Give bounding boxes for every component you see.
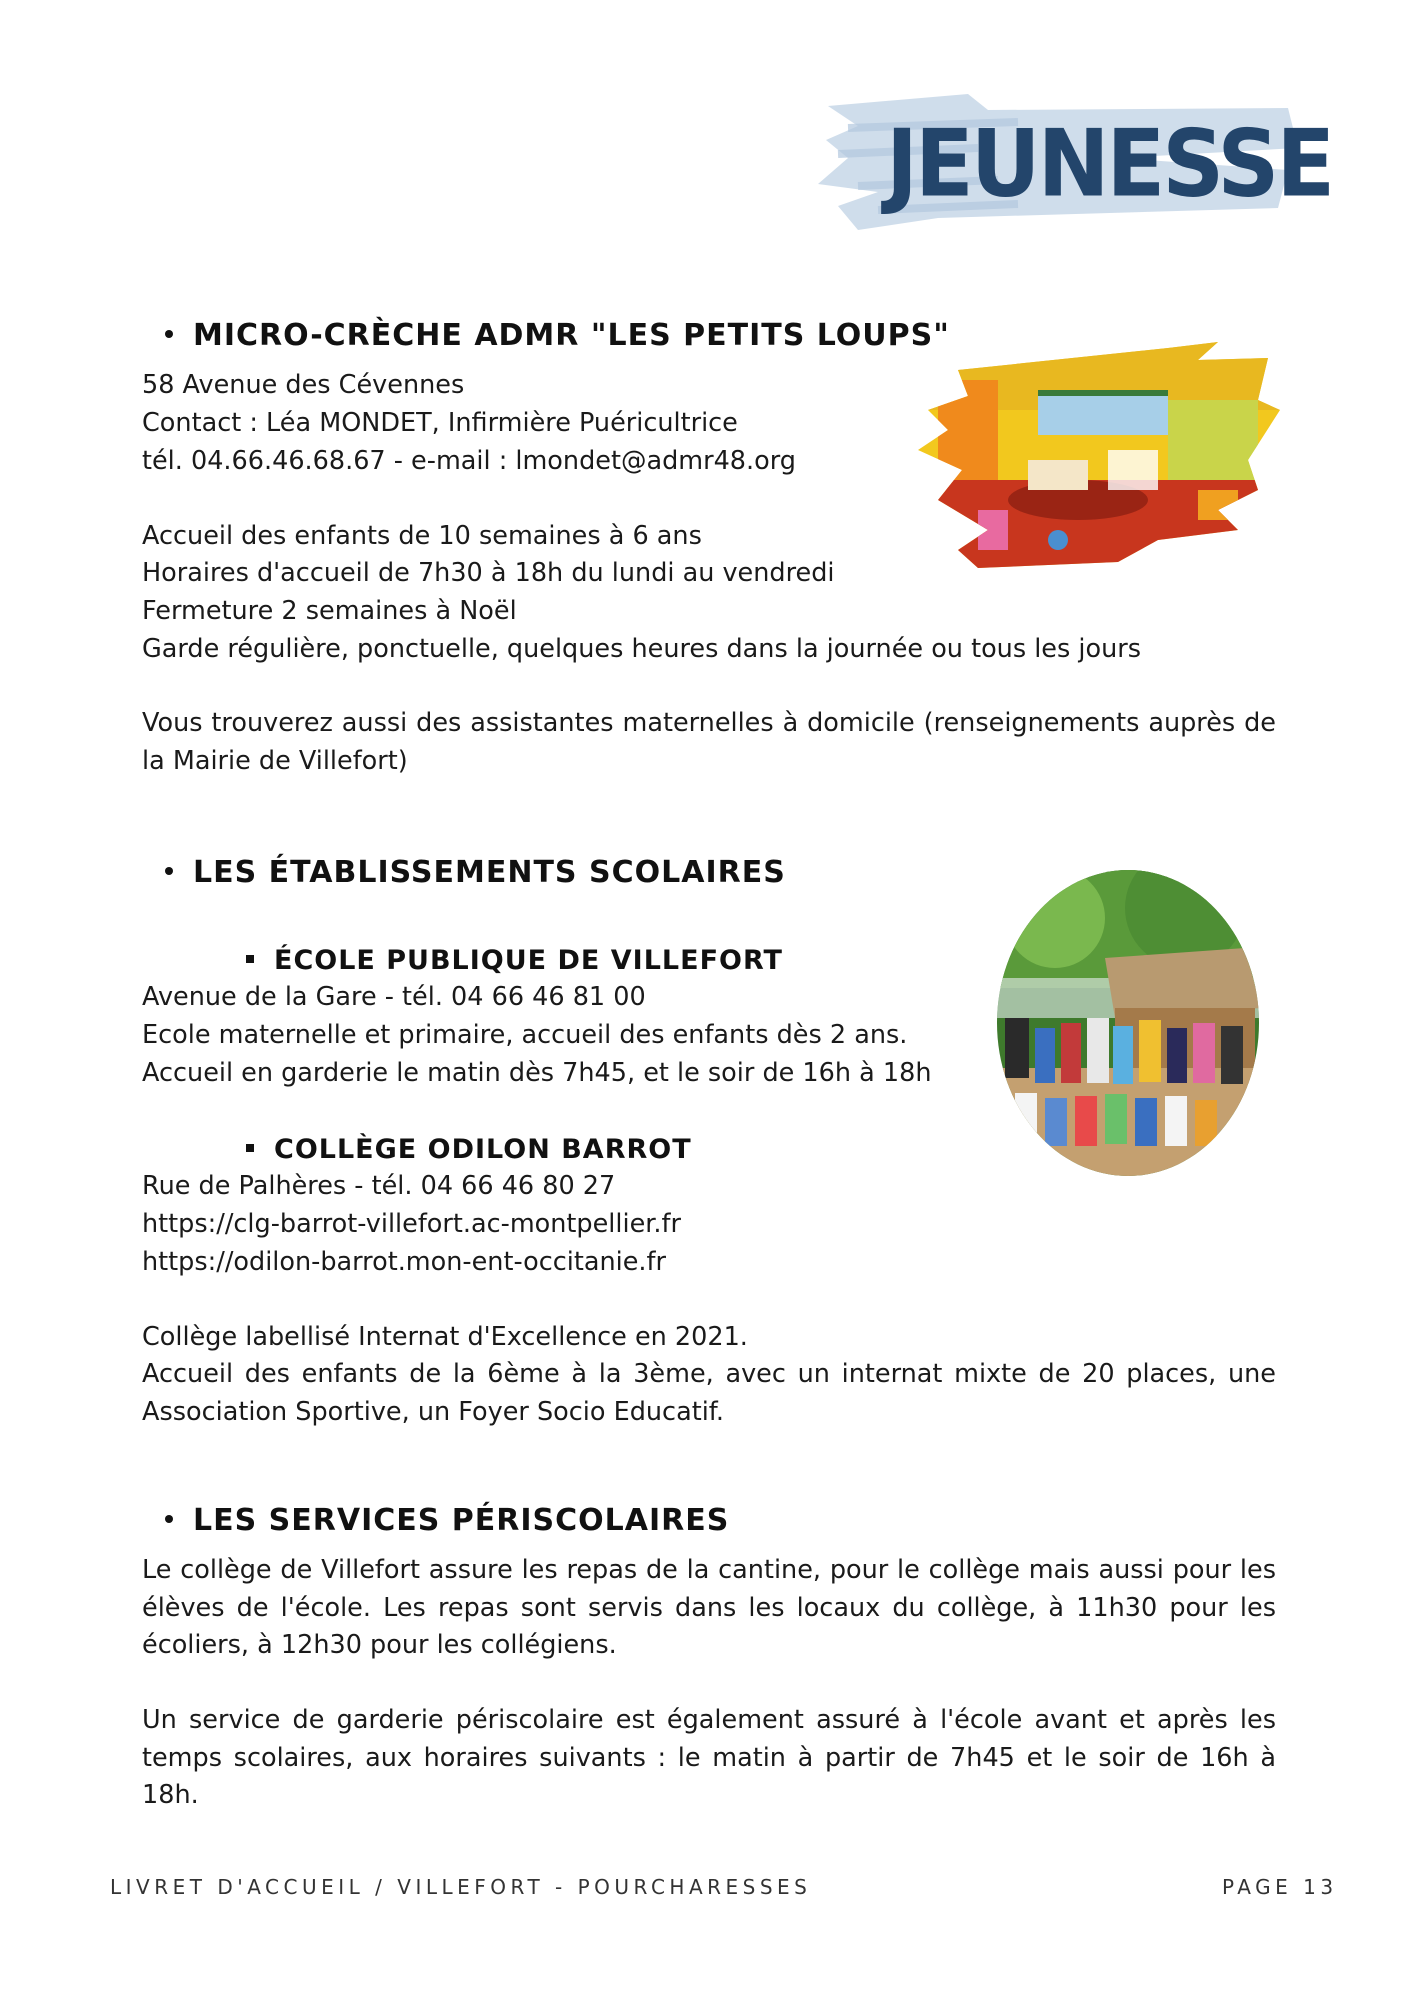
ecole-address: Avenue de la Gare - tél. 04 66 46 81 00: [142, 982, 646, 1012]
creche-care-types: Garde régulière, ponctuelle, quelques heures dans la journée ou tous les jours: [142, 634, 1142, 664]
college-address: Rue de Palhères - tél. 04 66 46 80 27: [142, 1171, 616, 1201]
creche-ages: Accueil des enfants de 10 semaines à 6 ans: [142, 521, 702, 551]
section-title-ecoles: [165, 855, 786, 890]
subtitle-college: [246, 1134, 692, 1165]
subtitle-ecole: [246, 945, 783, 976]
college-link-2[interactable]: https://odilon-barrot.mon-ent-occitanie.fr: [142, 1247, 666, 1277]
square-bullet-icon: [246, 955, 254, 963]
creche-closure: Fermeture 2 semaines à Noël: [142, 596, 517, 626]
jeunesse-logo: [818, 88, 1333, 238]
periscolaire-cantine: Le collège de Villefort assure les repas de la cantine, pour le collège mais aussi pour les élèves de l'école. Les repas sont servis dans les locaux du collège, à 11h30 pour les écoliers, à 12h30 pour les collégiens.: [142, 1555, 1276, 1660]
creche-photo: [918, 340, 1280, 572]
section-title-text: LES SERVICES PÉRISCOLAIRES: [193, 1503, 730, 1538]
bullet-icon: [165, 1515, 173, 1523]
section-title-text: MICRO-CRÈCHE ADMR "LES PETITS LOUPS": [193, 318, 950, 353]
college-link-1[interactable]: https://clg-barrot-villefort.ac-montpellier.fr: [142, 1209, 681, 1239]
creche-hours: Horaires d'accueil de 7h30 à 18h du lundi au vendredi: [142, 558, 835, 588]
logo-title: JEUNESSE: [886, 110, 1333, 218]
periscolaire-garderie: Un service de garderie périscolaire est également assuré à l'école avant et après les temps scolaires, aux horaires suivants : le matin à partir de 7h45 et le soir de 16h à 18h.: [142, 1705, 1276, 1810]
ecole-description: Ecole maternelle et primaire, accueil des enfants dès 2 ans.: [142, 1020, 908, 1050]
bullet-icon: [165, 330, 173, 338]
ecole-garderie: Accueil en garderie le matin dès 7h45, et le soir de 16h à 18h: [142, 1058, 932, 1088]
creche-phone-email: tél. 04.66.46.68.67 - e-mail : lmondet@admr48.org: [142, 446, 796, 476]
creche-contact: Contact : Léa MONDET, Infirmière Puéricultrice: [142, 408, 738, 438]
section-title-text: LES ÉTABLISSEMENTS SCOLAIRES: [193, 855, 786, 890]
square-bullet-icon: [246, 1144, 254, 1152]
bullet-icon: [165, 867, 173, 875]
creche-address: 58 Avenue des Cévennes: [142, 370, 465, 400]
section-title-periscolaire: [165, 1503, 729, 1538]
creche-note: Vous trouverez aussi des assistantes maternelles à domicile (renseignements auprès de la Mairie de Villefort): [142, 708, 1276, 776]
college-label: Collège labellisé Internat d'Excellence en 2021.: [142, 1322, 748, 1352]
subtitle-text: COLLÈGE ODILON BARROT: [274, 1134, 692, 1165]
school-photo: [995, 868, 1261, 1178]
subtitle-text: ÉCOLE PUBLIQUE DE VILLEFORT: [274, 945, 783, 976]
section-title-creche: [165, 318, 950, 353]
page-number: PAGE 13: [1222, 1875, 1338, 1899]
college-note: Accueil des enfants de la 6ème à la 3ème, avec un internat mixte de 20 places, une Association Sportive, un Foyer Socio Educatif.: [142, 1359, 1276, 1427]
footer-title: LIVRET D'ACCUEIL / VILLEFORT - POURCHARESSES: [110, 1875, 812, 1899]
